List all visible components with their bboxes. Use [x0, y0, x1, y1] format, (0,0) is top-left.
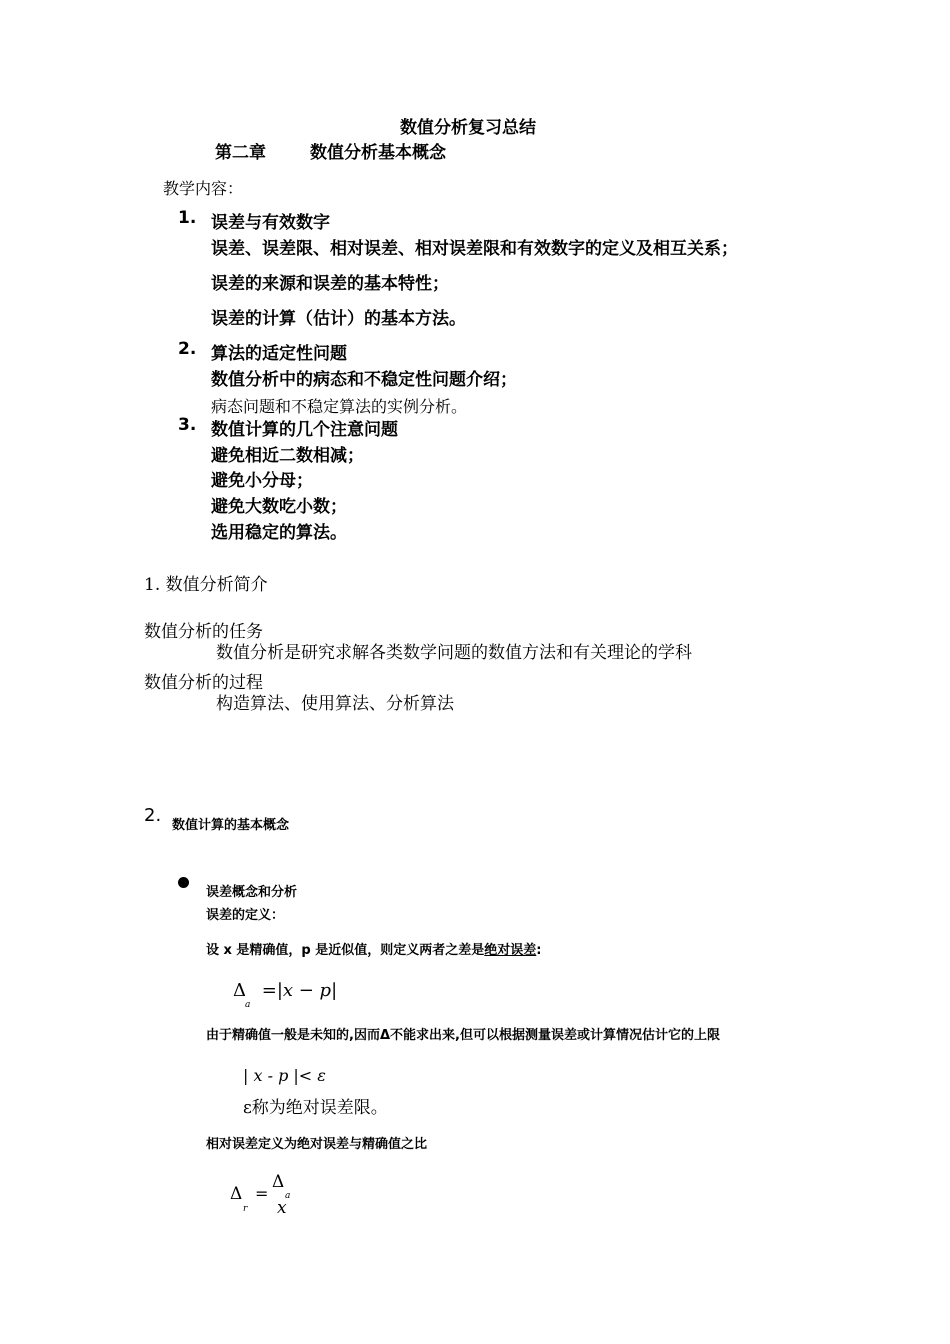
- outline-1-line-2: 误差的来源和误差的基本特性；: [211, 274, 449, 294]
- abs-def-term: 绝对误差: [484, 943, 537, 958]
- outline-1-number: 1.: [178, 208, 197, 228]
- outline-2-number: 2.: [178, 339, 197, 359]
- abs-def-prefix: 设 x 是精确值，p 是近似值，则定义两者之差是: [206, 943, 485, 958]
- error-def-label: 误差的定义：: [206, 908, 285, 923]
- intro-label: 教学内容：: [163, 179, 244, 198]
- outline-2-line-2: 病态问题和不稳定算法的实例分析。: [211, 397, 468, 416]
- epsilon-text: ε称为绝对误差限。: [243, 1098, 388, 1118]
- outline-3-line-3: 避免大数吃小数；: [211, 497, 347, 517]
- rel-numerator: Δ: [272, 1172, 285, 1192]
- rel-numerator-subscript: a: [285, 1191, 291, 1201]
- outline-3-heading: 数值计算的几个注意问题: [211, 420, 398, 440]
- outline-3-number: 3.: [178, 415, 197, 435]
- abs-def-suffix: :: [536, 943, 542, 958]
- outline-3-line-2: 避免小分母；: [211, 471, 313, 491]
- chapter-label: 第二章: [215, 143, 266, 163]
- section-2-number: 2.: [144, 805, 162, 826]
- chapter-heading: [215, 138, 446, 163]
- section-1-heading: 1. 数值分析简介: [144, 575, 268, 595]
- delta-subscript: a: [245, 1000, 251, 1010]
- delta-symbol: Δ: [233, 980, 246, 1001]
- rel-delta-subscript: r: [243, 1204, 248, 1214]
- bound-text: 由于精确值一般是未知的,因而Δ不能求出来,但可以根据测量误差或计算情况估计它的上限: [206, 1028, 720, 1043]
- formula-abs-error: [233, 980, 338, 1010]
- document-title: 数值分析复习总结: [400, 118, 536, 138]
- task-text: 数值分析是研究求解各类数学问题的数值方法和有关理论的学科: [216, 643, 692, 663]
- bullet-icon: [178, 877, 189, 888]
- abs-error-definition: [206, 939, 542, 958]
- outline-3-line-1: 避免相近二数相减；: [211, 446, 364, 466]
- chapter-name: 数值分析基本概念: [310, 143, 446, 163]
- formula-relative-error: [230, 1172, 310, 1222]
- rel-delta-symbol: Δ: [230, 1184, 243, 1204]
- rel-denominator: x: [277, 1198, 287, 1218]
- outline-2-heading: 算法的适定性问题: [211, 344, 347, 364]
- rel-equals: =: [255, 1184, 269, 1203]
- outline-1-line-3: 误差的计算（估计）的基本方法。: [211, 309, 466, 329]
- outline-3-line-4: 选用稳定的算法。: [211, 523, 347, 543]
- outline-1-line-1: 误差、误差限、相对误差、相对误差限和有效数字的定义及相互关系；: [211, 239, 738, 259]
- outline-1-heading: 误差与有效数字: [211, 213, 330, 233]
- section-2-heading: 数值计算的基本概念: [172, 818, 290, 833]
- formula-rhs: =|x − p|: [261, 980, 338, 1001]
- relative-error-definition: 相对误差定义为绝对误差与精确值之比: [206, 1137, 428, 1152]
- outline-2-line-1: 数值分析中的病态和不稳定性问题介绍；: [211, 370, 517, 390]
- task-label: 数值分析的任务: [144, 622, 263, 642]
- process-text: 构造算法、使用算法、分析算法: [216, 694, 454, 714]
- process-label: 数值分析的过程: [144, 673, 263, 693]
- bullet-title: 误差概念和分析: [206, 885, 298, 900]
- formula-error-bound: | x - p |< ε: [243, 1066, 326, 1085]
